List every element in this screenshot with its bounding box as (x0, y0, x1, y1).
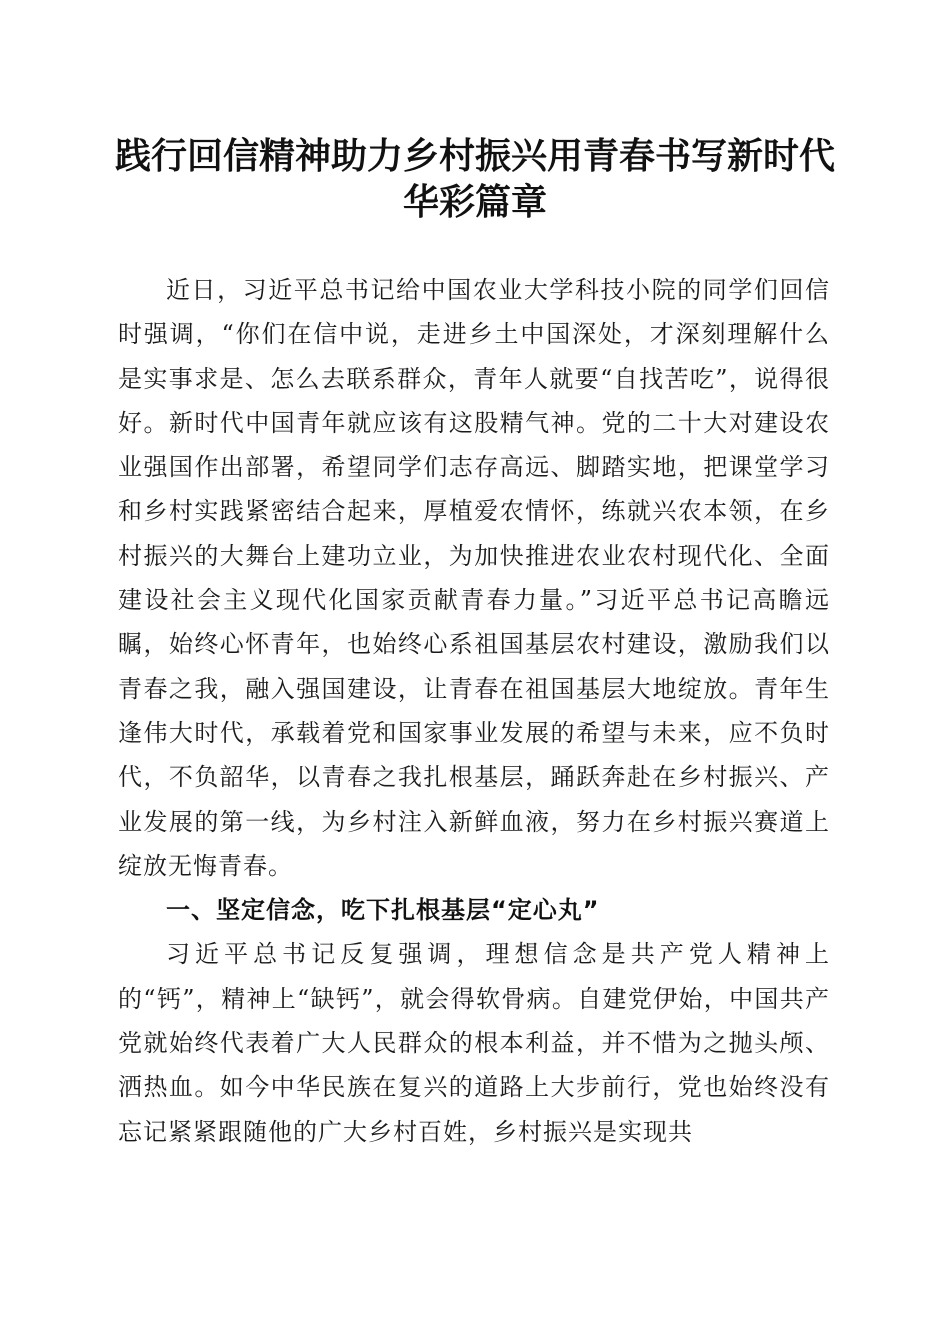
paragraph-intro: 近日，习近平总书记给中国农业大学科技小院的同学们回信时强调，“你们在信中说，走进乡土中国深处，才深刻理解什么是实事求是、怎么去联系群众，青年人就要“自找苦吃”，说得很好。新时代中国青年就应该有这股精气神。党的二十大对建设农业强国作出部署，希望同学们志存高远、脚踏实地，把课堂学习和乡村实践紧密结合起来，厚植爱农情怀，练就兴农本领，在乡村振兴的大舞台上建功立业，为加快推进农业农村现代化、全面建设社会主义现代化国家贡献青春力量。”习近平总书记高瞻远瞩，始终心怀青年，也始终心系祖国基层农村建设，激励我们以青春之我，融入强国建设，让青春在祖国基层大地绽放。青年生逢伟大时代，承载着党和国家事业发展的希望与未来，应不负时代，不负韶华，以青春之我扎根基层，踊跃奔赴在乡村振兴、产业发展的第一线，为乡村注入新鲜血液，努力在乡村振兴赛道上绽放无悔青春。 (118, 276, 830, 880)
paragraph-section-1: 习近平总书记反复强调，理想信念是共产党人精神上的“钙”，精神上“缺钙”，就会得软骨病。自建党伊始，中国共产党就始终代表着广大人民群众的根本利益，并不惜为之抛头颅、洒热血。如今中华民族在复兴的道路上大步前行，党也始终没有忘记紧紧跟随他的广大乡村百姓，乡村振兴是实现共 (118, 940, 830, 1146)
section-heading-1: 一、坚定信念，吃下扎根基层“定心丸” (166, 896, 600, 925)
document-title: 践行回信精神助力乡村振兴用青春书写新时代华彩篇章 (114, 135, 835, 223)
document-body (118, 268, 830, 1154)
